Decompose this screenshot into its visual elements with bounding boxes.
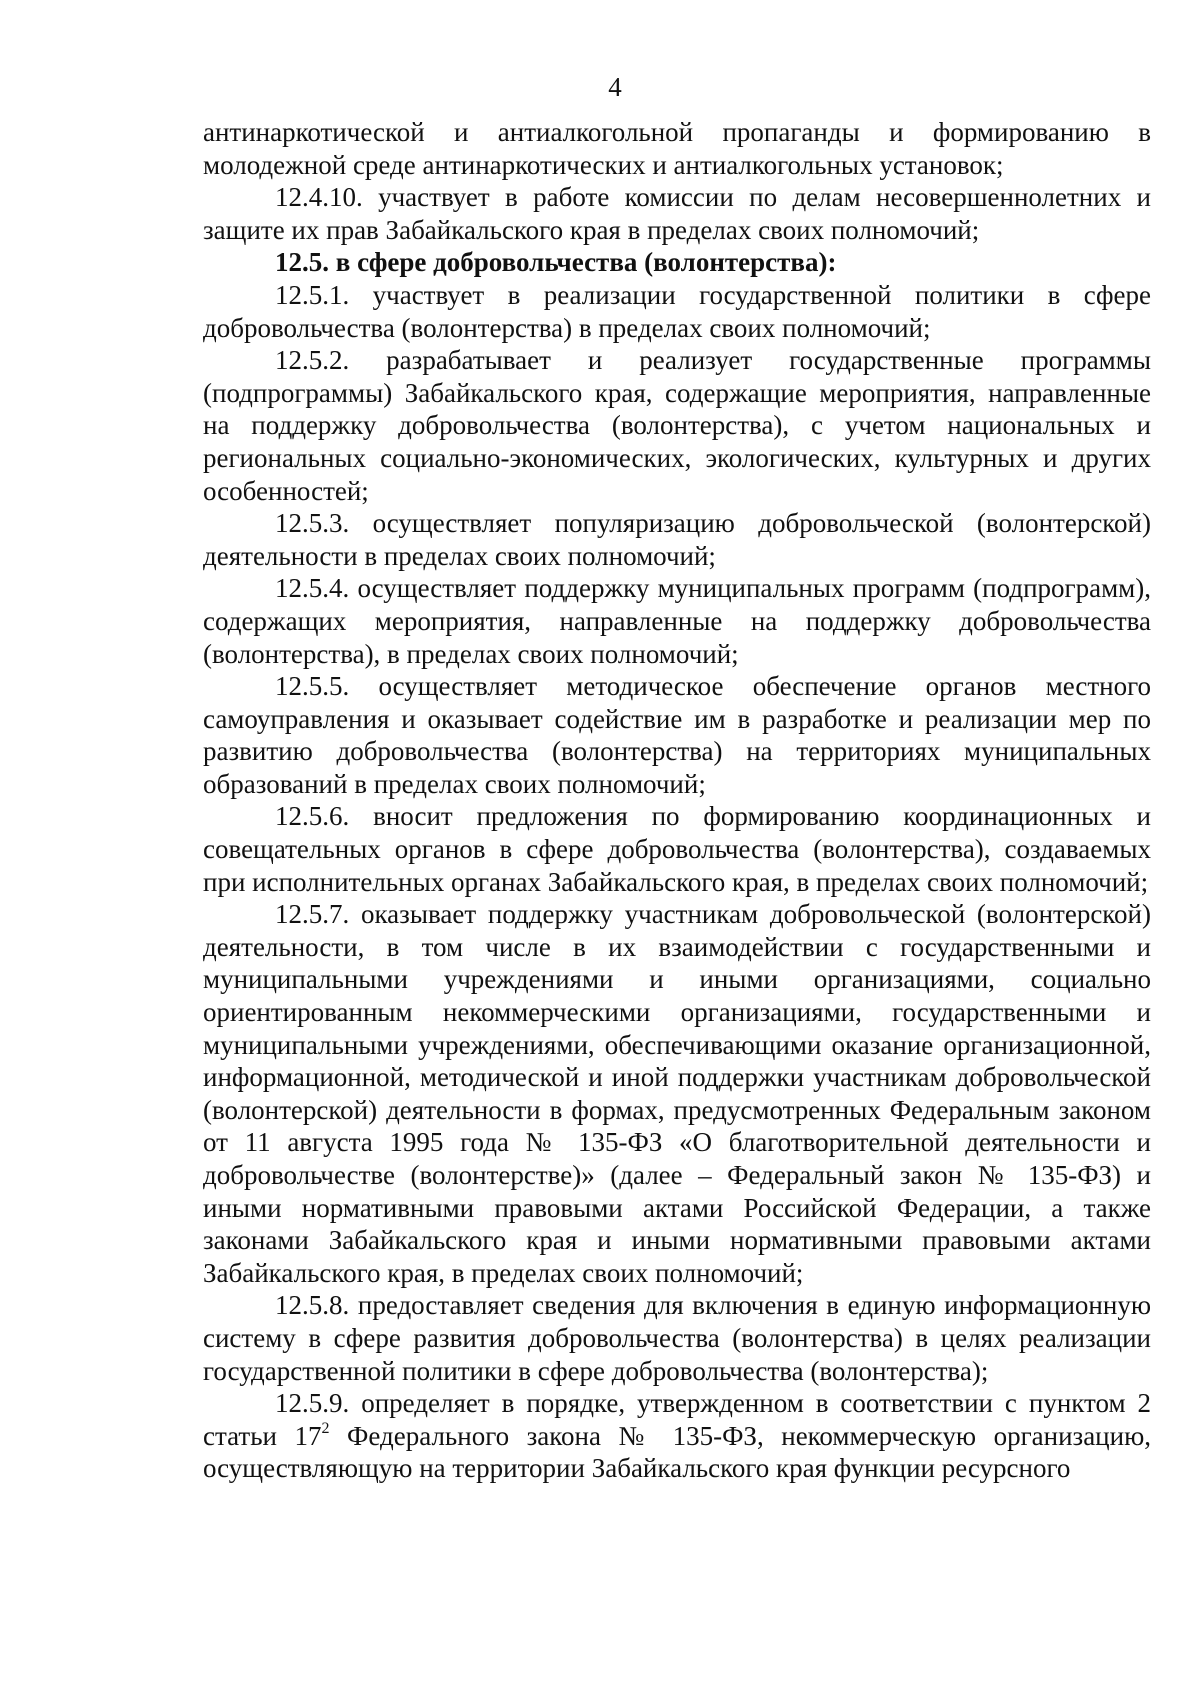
- paragraph: 12.5.8. предоставляет сведения для включения в единую информационную систему в сфере развития добровольчества (волонтерства) в целях реализации государственной политики в сфере добровольчества (волонтерства);: [203, 1290, 1151, 1386]
- paragraph: 12.5.2. разрабатывает и реализует государственные программы (подпрограммы) Забайкальского края, содержащие мероприятия, направленные на поддержку добровольчества (волонтерства), с учетом национальных и региональных социально-экономических, экологических, культурных и других особенностей;: [203, 345, 1151, 506]
- paragraph: 12.5.7. оказывает поддержку участникам добровольческой (волонтерской) деятельности, в том числе в их взаимодействии с государственными и муниципальными учреждениями и иными организациями, социально ориентированным некоммерческими организациями, государственными и муниципальными учреждениями, обеспечивающими оказание организационной, информационной, методической и иной поддержки участникам добровольческой (волонтерской) деятельности в формах, предусмотренных Федеральным законом от 11 августа 1995 года № 135-ФЗ «О благотворительной деятельности и добровольчестве (волонтерстве)» (далее – Федеральный закон № 135-ФЗ) и иными нормативными правовыми актами Российской Федерации, а также законами Забайкальского края и иными нормативными правовыми актами Забайкальского края, в пределах своих полномочий;: [203, 899, 1151, 1288]
- paragraph: 12.5.3. осуществляет популяризацию добровольческой (волонтерской) деятельности в пределах своих полномочий;: [203, 508, 1151, 571]
- paragraph: 12.4.10. участвует в работе комиссии по делам несовершеннолетних и защите их прав Забайкальского края в пределах своих полномочий;: [203, 182, 1151, 245]
- superscript: 2: [321, 1419, 330, 1437]
- paragraph: 12.5.4. осуществляет поддержку муниципальных программ (подпрограмм), содержащих мероприятия, направленные на поддержку добровольчества (волонтерства), в пределах своих полномочий;: [203, 573, 1151, 669]
- page-number: 4: [608, 72, 622, 102]
- section-heading: 12.5. в сфере добровольчества (волонтерства):: [275, 247, 837, 278]
- document-body: [203, 116, 1151, 1485]
- paragraph-text-before-superscript: 12.5.9. определяет в порядке, утвержденном в соответствии с пунктом 2 статьи 17: [203, 1388, 1151, 1451]
- paragraph: 12.5.5. осуществляет методическое обеспечение органов местного самоуправления и оказывает содействие им в разработке и реализации мер по развитию добровольчества (волонтерства) на территориях муниципальных образований в пределах своих полномочий;: [203, 671, 1151, 799]
- paragraph: 12.5.6. вносит предложения по формированию координационных и совещательных органов в сфере добровольчества (волонтерства), создаваемых при исполнительных органах Забайкальского края, в пределах своих полномочий;: [203, 801, 1151, 897]
- paragraph: антинаркотической и антиалкогольной пропаганды и формированию в молодежной среде антинаркотических и антиалкогольных установок;: [203, 117, 1151, 180]
- paragraph: 12.5.1. участвует в реализации государственной политики в сфере добровольчества (волонтерства) в пределах своих полномочий;: [203, 279, 1151, 343]
- paragraph-last: [203, 1387, 1151, 1485]
- paragraph-text-after-superscript: Федерального закона № 135-ФЗ, некоммерческую организацию, осуществляющую на территории Забайкальского края функции ресурсного: [203, 1420, 1151, 1484]
